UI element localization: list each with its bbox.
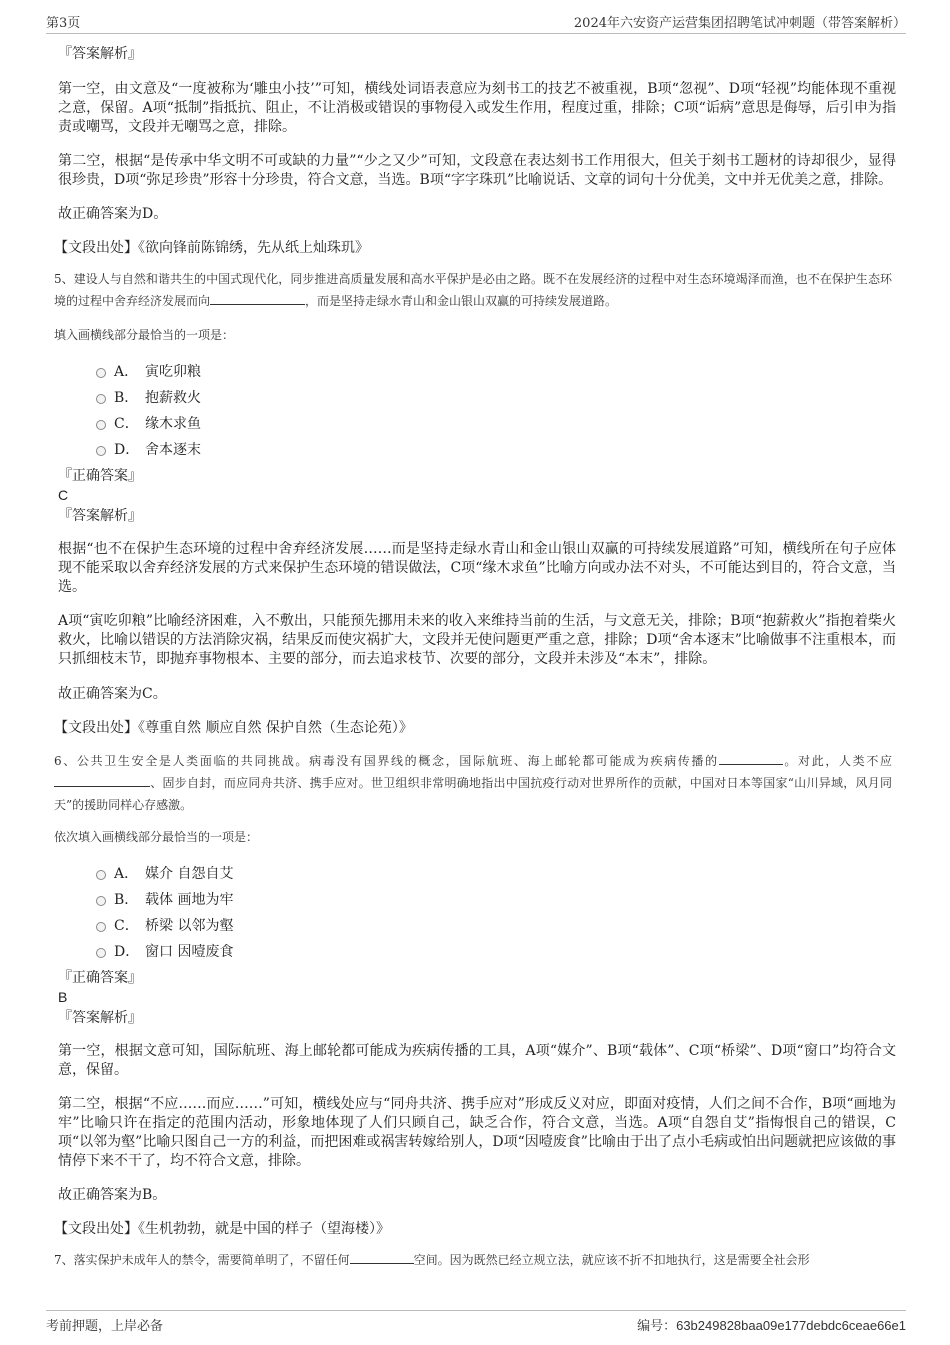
question-7 [54,1249,892,1271]
radio-icon[interactable] [96,394,106,404]
question-5 [54,268,892,312]
question-prompt: 填入画横线部分最恰当的一项是： [54,328,235,342]
option-c[interactable]: C． 缘木求鱼 [96,410,900,436]
option-c[interactable]: C． 桥梁 以邻为壑 [96,912,900,938]
analysis-paragraph: 第一空，根据文意可知，国际航班、海上邮轮都可能成为疾病传播的工具，A项“媒介”、B项“载体”、C项“桥梁”、D项“窗口”均符合文意，保留。 [58,1043,896,1078]
analysis-paragraph: 第二空，根据“不应……而应……”可知，横线处应与“同舟共济、携手应对”形成反义对应，即面对疫情，人们之间不合作，B项“画地为牢”比喻只许在指定的范围内活动，形象地体现了人们只顾自己，缺乏合作，符合文意，当选。A项“自怨自艾”指悔恨自己的错误，C项“以邻为壑”比喻只图自己一方的利益，而把困难或祸害转嫁给别人，D项“因噎废食”比喻由于出了点小毛病或怕出问题就把应该做的事情停下来不干了，均不符合文意，排除。 [58,1096,896,1169]
document-code: 编号：63b249828baa09e177debdc6ceae66e1 [637,1318,906,1334]
question-6 [54,750,892,816]
question-text: 、固步自封，而应同舟共济、携手应对。世卫组织非常明确地指出中国抗疫行动对世界所作的贡献，中国对日本等国家“山川异域，风月同天”的援助同样心存感激。 [54,776,892,812]
options-list [96,358,900,462]
question-text: 7、落实保护未成年人的禁令，需要简单明了，不留任何 [54,1253,350,1267]
answer-conclusion: 故正确答案为D。 [58,206,168,222]
page-number: 第3页 [46,16,81,31]
option-b[interactable]: B． 载体 画地为牢 [96,886,900,912]
page-footer [46,1310,906,1334]
answer-blank [210,292,305,305]
analysis-paragraph: 第一空，由文意及“一度被称为‘雕虫小技’”可知，横线处词语表意应为刻书工的技艺不被重视，B项“忽视”、D项“轻视”均能体现不重视之意，保留。A项“抵制”指抵抗、阻止，不让消极或错误的事物侵入或发生作用，程度过重，排除；C项“诟病”意思是侮辱，后引申为指责或嘲骂，文段并无嘲骂之意，排除。 [58,81,896,135]
question-text: ，而是坚持走绿水青山和金山银山双赢的可持续发展道路。 [305,294,618,308]
radio-icon[interactable] [96,922,106,932]
question-text: 空间。因为既然已经立规立法，就应该不折不扣地执行，这是需要全社会形 [413,1253,810,1267]
answer-conclusion: 故正确答案为C。 [58,686,167,702]
question-text: 6、公共卫生安全是人类面临的共同挑战。病毒没有国界线的概念，国际航班、海上邮轮都可能成为疾病传播的 [54,754,719,768]
option-b[interactable]: B． 抱薪救火 [96,384,900,410]
options-list [96,860,900,964]
page-header [46,10,906,34]
option-d[interactable]: D． 舍本逐末 [96,436,900,462]
option-a[interactable]: A． 寅吃卯粮 [96,358,900,384]
analysis-label: 『答案解析』 [58,508,142,524]
question-text: 5、建设人与自然和谐共生的中国式现代化，同步推进高质量发展和高水平保护是必由之路。既不在发展经济的过程中对生态环境竭泽而渔，也不在保护生态环境的过程中舍弃经济发展而向 [54,272,892,308]
text-source: 【文段出处】《生机勃勃，就是中国的样子（望海楼）》 [54,1221,390,1237]
question-text: 。对此，人类不应 [782,754,892,768]
document-body [54,44,900,1271]
answer-conclusion: 故正确答案为B。 [58,1187,167,1203]
document-title: 2024年六安资产运营集团招聘笔试冲刺题（带答案解析） [573,16,906,31]
radio-icon[interactable] [96,896,106,906]
text-source: 【文段出处】《尊重自然 顺应自然 保护自然（生态论苑）》 [54,720,413,736]
radio-icon[interactable] [96,948,106,958]
correct-answer: C [58,487,69,503]
option-d[interactable]: D． 窗口 因噎废食 [96,938,900,964]
radio-icon[interactable] [96,446,106,456]
answer-blank [54,774,150,787]
correct-answer-label: 『正确答案』 [58,468,142,484]
text-source: 【文段出处】《欲向锋前陈锦绣，先从纸上灿珠玑》 [54,240,369,256]
analysis-label: 『答案解析』 [58,46,142,62]
analysis-paragraph: A项“寅吃卯粮”比喻经济困难，入不敷出，只能预先挪用未来的收入来维持当前的生活，与文意无关，排除；B项“抱薪救火”指抱着柴火救火，比喻以错误的方法消除灾祸，结果反而使灾祸扩大，文段并无使问题更严重之意，排除；D项“舍本逐末”比喻做事不注重根本，而只抓细枝末节，即抛弃事物根本、主要的部分，而去追求枝节、次要的部分，文段并未涉及“本末”，排除。 [58,613,896,667]
answer-blank [719,752,783,765]
radio-icon[interactable] [96,420,106,430]
correct-answer-label: 『正确答案』 [58,970,142,986]
answer-blank [350,1251,414,1264]
analysis-label: 『答案解析』 [58,1010,142,1026]
option-a[interactable]: A． 媒介 自怨自艾 [96,860,900,886]
correct-answer: B [58,989,68,1005]
radio-icon[interactable] [96,870,106,880]
question-prompt: 依次填入画横线部分最恰当的一项是： [54,830,259,844]
footer-slogan: 考前押题，上岸必备 [46,1319,164,1334]
analysis-paragraph: 根据“也不在保护生态环境的过程中舍弃经济发展……而是坚持走绿水青山和金山银山双赢的可持续发展道路”可知，横线所在句子应体现不能采取以舍弃经济发展的方式来保护生态环境的错误做法，C项“缘木求鱼”比喻方向或办法不对头，不可能达到目的，符合文意，当选。 [58,541,896,595]
analysis-paragraph: 第二空，根据“是传承中华文明不可或缺的力量”“少之又少”可知，文段意在表达刻书工作用很大，但关于刻书工题材的诗却很少，显得很珍贵，D项“弥足珍贵”形容十分珍贵，符合文意，当选。B项“字字珠玑”比喻说话、文章的词句十分优美，文中并无优美之意，排除。 [58,153,896,188]
radio-icon[interactable] [96,368,106,378]
